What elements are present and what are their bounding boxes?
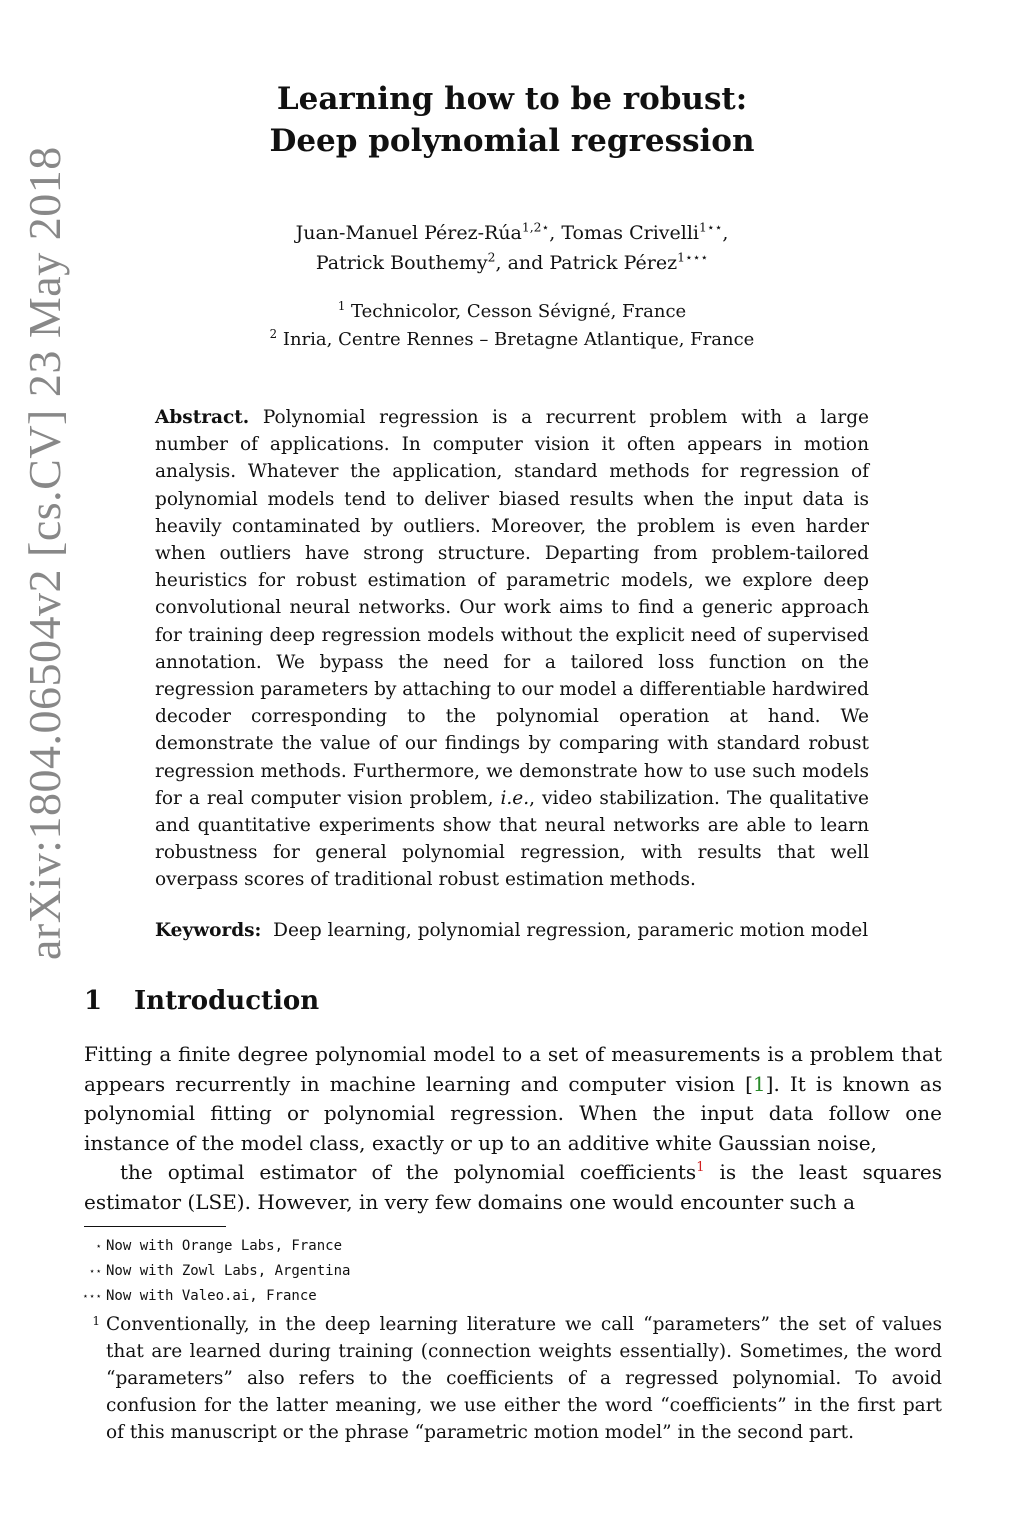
paragraph: Fitting a finite degree polynomial model to a set of measurements is a problem that appears recurrently in machine learning and computer vision [1]. It is known as polynomial fitting or polynomial regression. When the input data follow one instance of the model class, exactly or up to an additive white Gaussian noise, (84, 1042, 942, 1155)
introduction-body (84, 1040, 942, 1218)
section-title: Introduction (134, 986, 320, 1016)
author-affil-mark: 1,2⋆ (521, 220, 550, 235)
footnote-item: ⋆⋆ Now with Zowl Labs, Argentina (44, 1259, 942, 1284)
author-affil-mark: 1⋆⋆ (699, 220, 723, 235)
abstract-tail: , video stabilization. The qualitative and quantitative experiments show that neural networks are able to learn robustness for general polynomial regression, with results that well overpass scores of traditional robust estimation methods. (155, 787, 869, 891)
paper-title (160, 78, 864, 162)
abstract-ie: i.e. (500, 787, 530, 809)
affiliation-mark: 2 (269, 326, 278, 341)
footnote-text: Conventionally, in the deep learning literature we call “parameters” the set of values that are learned during training (connection weights essentially). Sometimes, the word “parameters” also refers to the coefficients of a regressed polynomial. To avoid confusion for the latter meaning, we use either the word “coefficients” in the first part of this manuscript or the phrase “parametric motion model” in the second part. (106, 1314, 942, 1443)
affiliation-1: $^1$ Technicolor, Cesson Sévigné, France (337, 298, 687, 322)
footnote-item: ⋆⋆⋆ Now with Valeo.ai, France (44, 1284, 942, 1309)
authors-line-1 (160, 218, 864, 248)
citation-link[interactable]: 1 (752, 1071, 766, 1096)
author-separator: , (722, 222, 729, 244)
author-name: , and Patrick Pérez (495, 252, 678, 274)
footnote-item (44, 1311, 942, 1446)
section-number: 1 (84, 986, 103, 1016)
title-line-2: Deep polynomial regression (269, 123, 755, 159)
keywords-text: Deep learning, polynomial regression, parameric motion model (273, 920, 869, 941)
author-name: , Tomas Crivelli (549, 222, 700, 244)
arxiv-margin-identifier: arXiv:1804.06504v2 [cs.CV] 23 May 2018 (19, 146, 70, 960)
paragraph: the optimal estimator of the polynomial coefficients$^1$ is the least squares estimator (LSE). However, in very few domains one would encounter such a (84, 1160, 942, 1214)
abstract (155, 404, 869, 894)
keywords (155, 917, 935, 944)
footnote-mark: ⋆⋆⋆ (82, 1290, 102, 1303)
footnote-divider (84, 1226, 226, 1227)
author-list (160, 218, 864, 278)
footnote-mark: ⋆⋆ (88, 1265, 102, 1278)
affiliation-mark: 1 (337, 298, 346, 313)
affiliations (160, 298, 864, 354)
footnote-item: ⋆ Now with Orange Labs, France (44, 1234, 942, 1259)
authors-line-2 (160, 248, 864, 278)
author-affil-mark: 1⋆⋆⋆ (677, 250, 709, 265)
title-line-1: Learning how to be robust: (276, 81, 748, 117)
footnote-mark: 1 (92, 1314, 100, 1328)
author-name: Patrick Bouthemy (315, 252, 488, 274)
author-name: Juan-Manuel Pérez-Rúa (295, 222, 522, 244)
affiliation-2: $^2$ Inria, Centre Rennes – Bretagne Atlantique, France (269, 326, 755, 350)
footnotes (44, 1234, 942, 1446)
footnote-mark: ⋆ (95, 1240, 102, 1253)
footnote-link[interactable]: 1 (696, 1160, 705, 1176)
section-heading (84, 983, 319, 1019)
author-affil-mark: 2 (487, 250, 496, 265)
keywords-label: Keywords: (155, 920, 262, 941)
abstract-label: Abstract. (155, 407, 250, 428)
abstract-text: Polynomial regression is a recurrent problem with a large number of applications. In computer vision it often appears in motion analysis. Whatever the application, standard methods for regression of polynomial models tend to deliver biased results when the input data is heavily contaminated by outliers. Moreover, the problem is even harder when outliers have strong structure. Departing from problem-tailored heuristics for robust estimation of parametric models, we explore deep convolutional neural networks. Our work aims to find a generic approach for training deep regression models without the explicit need of supervised annotation. We bypass the need for a tailored loss function on the regression parameters by attaching to our model a differentiable hardwired decoder corresponding to the polynomial operation at hand. We demonstrate the value of our findings by comparing with standard robust regression methods. Furthermore, we demonstrate how to use such models for a real computer vision problem, (155, 407, 869, 809)
